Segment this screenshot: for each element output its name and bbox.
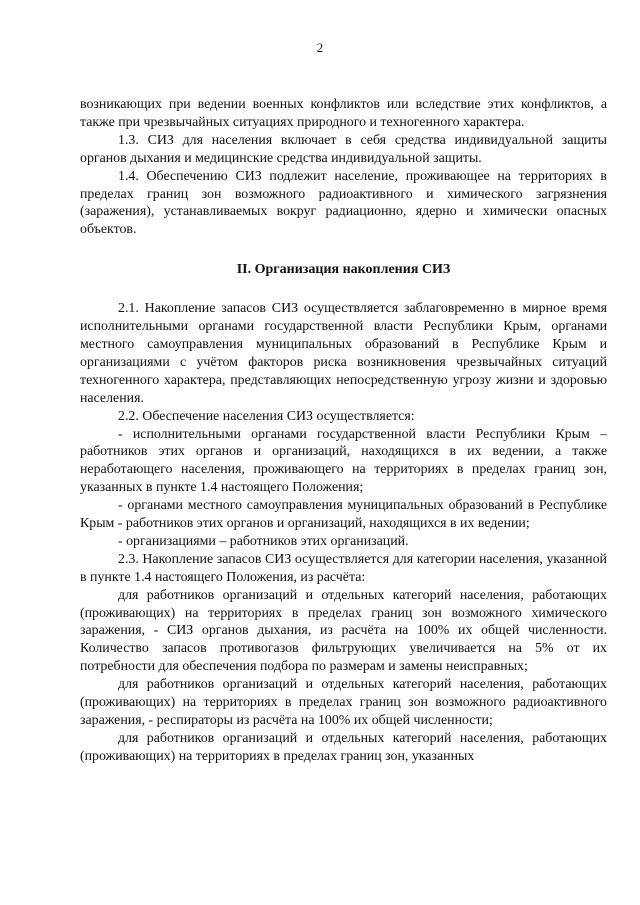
paragraph-2-3: 2.3. Накопление запасов СИЗ осуществляется для категории населения, указанной в пункте 1.4 настоящего Положения, из расчёта: xyxy=(80,551,607,585)
paragraph-2-1: 2.1. Накопление запасов СИЗ осуществляется заблаговременно в мирное время исполнительными органами государственной власти Республики Крым, органами местного самоуправления муниципальных образований в Республике Крым и организациями с учётом факторов риска возникновения чрезвычайных ситуаций техногенного характера, представляющих непосредственную угрозу жизни и здоровью населения. xyxy=(80,301,607,406)
list-item-organizations: - организациями – работников этих организаций. xyxy=(118,533,409,549)
page-number: 2 xyxy=(316,40,324,55)
intro-paragraph-1: возникающих при ведении военных конфликтов или вследствие этих конфликтов, а также при чрезвычайных ситуациях природного и техногенного характера. xyxy=(80,97,607,130)
calc-chemical-zone: для работников организаций и отдельных категорий населения, работающих (проживающих) на территориях в пределах границ зон возможного химического заражения, - СИЗ органов дыхания, из расчёта на 100% их общей численности. Количество запасов противогазов фильтрующих увеличивается на 5% от их потребности для обеспечения подбора по размерам и замены неисправных; xyxy=(80,587,607,675)
list-item-local-government: - органами местного самоуправления муниципальных образований в Республике Крым - работников этих органов и организаций, находящихся в их ведении; xyxy=(80,498,607,532)
section-heading: II. Организация накопления СИЗ xyxy=(236,262,451,278)
list-item-executive-bodies: - исполнительными органами государственной власти Республики Крым – работников этих органов и организаций, находящихся в их ведении, а также неработающего населения, проживающего на территориях в пределах границ зон, указанных в пункте 1.4 настоящего Положения; xyxy=(80,426,607,496)
calc-radioactive-zone: для работников организаций и отдельных категорий населения, работающих (проживающих) на территориях в пределах границ зон возможного радиоактивного заражения, - респираторы из расчёта на 100% их общей численности; xyxy=(80,677,607,728)
paragraph-2-2: 2.2. Обеспечение населения СИЗ осуществляется: xyxy=(118,408,415,424)
intro-paragraph-1-4: 1.4. Обеспечению СИЗ подлежит население, проживающее на территориях в пределах границ зон возможного радиоактивного и химического загрязнения (заражения), устанавливаемых вокруг радиационно, ядерно и химически опасных объектов. xyxy=(80,168,607,238)
intro-paragraph-1-3: 1.3. СИЗ для населения включает в себя средства индивидуальной защиты органов дыхания и медицинские средства индивидуальной защиты. xyxy=(80,132,607,166)
calc-other-zones: для работников организаций и отдельных категорий населения, работающих (проживающих) на территориях в пределах границ зон, указанных xyxy=(80,730,607,764)
document-body xyxy=(80,96,607,766)
